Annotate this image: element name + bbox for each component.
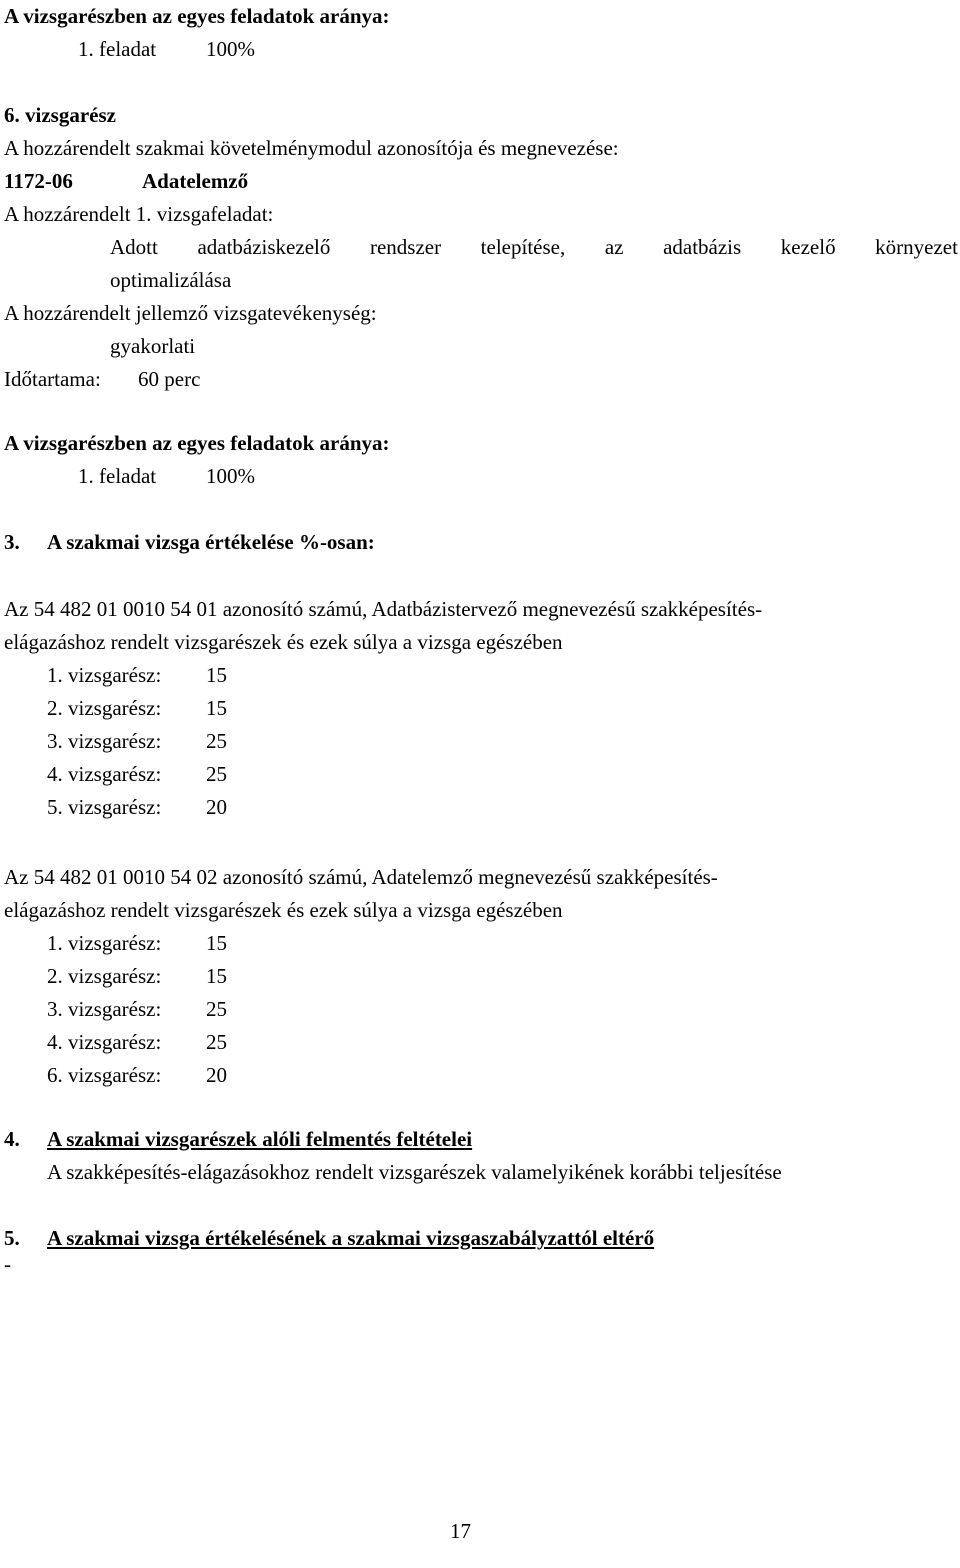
weight-item-label: 2. vizsgarész: [47,696,162,720]
weight-item-value: 15 [206,663,227,687]
weight-item-label: 3. vizsgarész: [47,997,162,1021]
part6-task-text-line1 [110,237,958,258]
weight-item-value: 25 [206,729,227,753]
part6-module-code: 1172-06 [4,169,73,193]
weight-item-value: 20 [206,1063,227,1087]
task-word: környezet [875,235,958,259]
weight-item-label: 4. vizsgarész: [47,1030,162,1054]
part6-module-label: A hozzárendelt szakmai követelménymodul azonosítója és megnevezése: [4,136,619,160]
section4-number: 4. [4,1127,20,1151]
weight-item-label: 3. vizsgarész: [47,729,162,753]
weight-item-label: 6. vizsgarész: [47,1063,162,1087]
weight-item-value: 20 [206,795,227,819]
task-word: adatbáziskezelő [197,235,331,259]
section5-number: 5. [4,1226,20,1250]
section3-number: 3. [4,530,20,554]
weight-item-value: 25 [206,997,227,1021]
task-word: kezelő [780,235,836,259]
task-word: Adott [110,235,158,259]
part6-ratio-heading: A vizsgarészben az egyes feladatok aránya: [4,431,390,455]
part6-ratio-task-percent: 100% [206,464,255,488]
section4-text: A szakképesítés-elágazásokhoz rendelt vizsgarészek valamelyikének korábbi teljesítése [47,1160,782,1184]
part6-duration-value: 60 perc [138,367,201,391]
weight-item-label: 1. vizsgarész: [47,931,162,955]
section5-text: - [4,1252,11,1276]
weight-item-value: 15 [206,931,227,955]
group2-line2: elágazáshoz rendelt vizsgarészek és ezek súlya a vizsga egészében [4,898,563,922]
weight-item-value: 15 [206,696,227,720]
part6-activity-label: A hozzárendelt jellemző vizsgatevékenység: [4,301,377,325]
task-word: rendszer [369,235,442,259]
weight-item-label: 5. vizsgarész: [47,795,162,819]
part6-task-text-line2: optimalizálása [110,268,232,292]
task-percent-top: 100% [206,37,255,61]
part6-title: 6. vizsgarész [4,103,116,127]
weight-item-value: 15 [206,964,227,988]
group1-line1: Az 54 482 01 0010 54 01 azonosító számú, Adatbázistervező megnevezésű szakképesítés- [4,597,763,621]
section5-title: A szakmai vizsga értékelésének a szakmai vizsgaszabályzattól eltérő [47,1226,655,1250]
ratio-heading-top: A vizsgarészben az egyes feladatok aránya: [4,4,390,28]
part6-duration-label: Időtartama: [4,367,101,391]
group1-line2: elágazáshoz rendelt vizsgarészek és ezek súlya a vizsga egészében [4,630,563,654]
task-word: telepítése, [480,235,566,259]
section4-title: A szakmai vizsgarészek alóli felmentés feltételei [47,1127,473,1151]
task-label-top: 1. feladat [78,37,157,61]
weight-item-label: 1. vizsgarész: [47,663,162,687]
weight-item-value: 25 [206,762,227,786]
part6-task-label: A hozzárendelt 1. vizsgafeladat: [4,202,274,226]
part6-ratio-task-label: 1. feladat [78,464,157,488]
weight-item-label: 2. vizsgarész: [47,964,162,988]
page-number: 17 [450,1519,471,1543]
part6-activity-value: gyakorlati [110,334,196,358]
task-word: adatbázis [663,235,742,259]
part6-module-name: Adatelemző [142,169,249,193]
weight-item-value: 25 [206,1030,227,1054]
weight-item-label: 4. vizsgarész: [47,762,162,786]
group2-line1: Az 54 482 01 0010 54 02 azonosító számú, Adatelemző megnevezésű szakképesítés- [4,865,718,889]
task-word: az [604,235,624,259]
section3-title: A szakmai vizsga értékelése %-osan: [47,530,375,554]
